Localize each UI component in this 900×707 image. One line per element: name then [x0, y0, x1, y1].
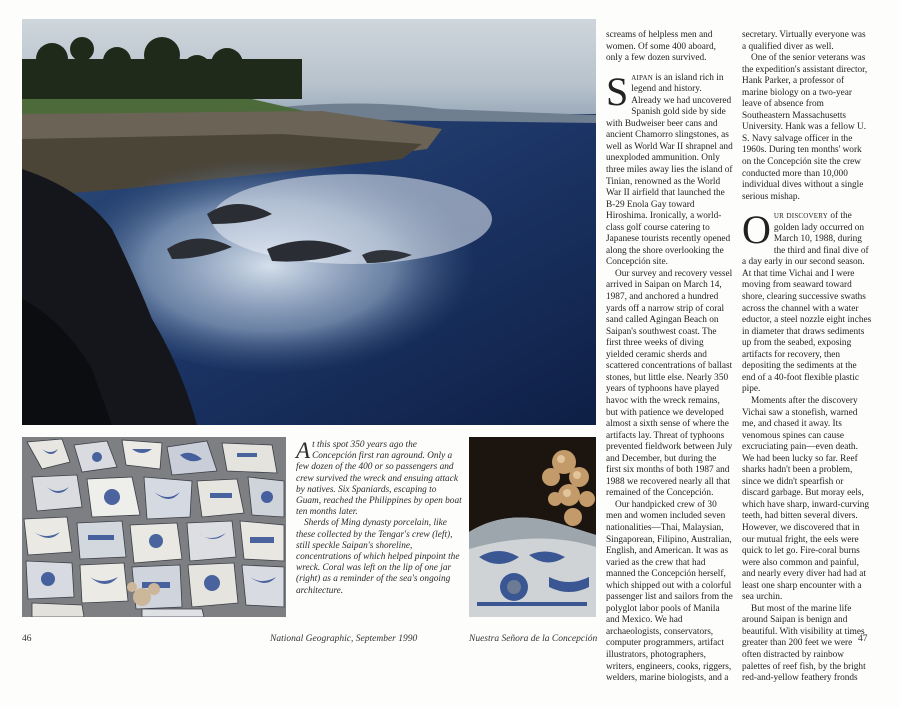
photo-caption [296, 440, 462, 597]
caption-paragraph-1 [296, 440, 462, 518]
column-2-paragraph-2: Our survey and recovery vessel arrived in Saipan on March 14, 1987, and anchored a hundred yards off a narrow strip of coral sand called Agingan Beach on Saipan's southwest coast. The first three weeks of diving yielded ceramic sherds and scattered concentrations of ballast stones, but little else. Nearly 350 years of typhoons have played havoc with the wreck remains, but with patience we developed almost a sixth sense of where the artifacts lay. Threat of typhoons prevented fieldwork between July and December, but during the first six months of both 1987 and 1988 we recovered nearly all that remained of the Concepción. [606, 268, 733, 499]
drop-cap-s: S [606, 68, 629, 114]
caption-text-1: t this spot 350 years ago the Concepción first ran aground. Only a few dozen of the 400 or so passengers and crew survived the wreck and ensuing attack by natives. Six Spaniards, escaping to Guam, reached the Philippines by open boat ten months later. [296, 440, 462, 518]
column-2-paragraph-0: screams of helpless men and women. Of some 400 aboard, only a few dozen survived. [606, 30, 716, 64]
magazine-credit: National Geographic, September 1990 [270, 634, 418, 644]
porcelain-sherds-photo [22, 437, 286, 617]
drop-cap-o: O [742, 207, 771, 253]
column-3-paragraph-1: One of the senior veterans was the expedition's assistant director, Hank Parker, a professor of marine biology on a two-year leave of absence from Southeastern Massachusetts University. Hank was a fellow U. S. Navy salvage officer in the 1960s. During ten months' work on the Concepción site the crew conducted more than 10,000 individual dives without a single serious mishap. [742, 53, 868, 202]
column-2-paragraph-1-text: is an island rich in legend and history. Already we had uncovered Spanish gold side by side with Budweiser beer cans and ancient Chamorro slingstones, as well as World War II shrapnel and unexploded ammunition. Only three miles away lies the island of Tinian, renowned as the World War II airfield that launched the B-29 Enola Gay toward Hiroshima. Ironically, a world-class golf course catering to Japanese tourists recently opened along the shore overlooking the Concepción site. [606, 72, 733, 268]
column-3-paragraph-0: secretary. Virtually everyone was a qualified diver as well. [742, 30, 866, 52]
article-title-footer: Nuestra Señora de la Concepción [469, 634, 598, 644]
column-2-paragraph-3: Our handpicked crew of 30 men and women included seven nationalities—Thai, Malaysian, Singaporean, Filipino, Australian, English, and American. It was as varied as the crew that had manned the Concepción herself, which shipped out with a colorful passenger list and sailors from the polyglot labor pools of Manila and Mexico. We had archaeologists, conservators, computer programmers, artifact illustrators, photographers, writers, engineers, cooks, riggers, welders, marine biologists, and a [606, 499, 733, 684]
caption-paragraph-2: Sherds of Ming dynasty porcelain, like these collected by the Tengar's crew (left), still speckle Saipan's shoreline, concentrations of which helped pinpoint the wreck. Coral was left on the lip of one jar (right) as a reminder of the sea's ongoing architecture. [296, 518, 460, 596]
article-column-3 [742, 30, 872, 685]
column-3-paragraph-4: But most of the marine life around Saipan is benign and beautiful. With visibility at times greater than 200 feet we were often distracted by rainbow palettes of reef fish, by the bright red-and-yellow feathery fronds [742, 603, 866, 684]
column-3-paragraph-2 [742, 207, 872, 396]
column-3-paragraph-2-text: of the golden lady occurred on March 10, 1988, during the third and final dive of a day early in our second season. At that time Vichai and I were moving from seaward toward shore, clearing successive swaths across the channel with a water eductor, a steel nozzle eight inches in diameter that draws sediments up from the seabed, exposing artifacts for recovery, then depositing the sediments at the end of a 40-foot flexible plastic pipe. [742, 211, 872, 395]
caption-initial: A [296, 438, 311, 463]
page-number-left: 46 [22, 634, 32, 644]
lead-in-small-caps: aipan [631, 72, 653, 83]
column-3-paragraph-3: Moments after the discovery Vichai saw a stonefish, warned me, and chased it away. Its venomous spines can cause excruciating pain—even death. We had been lucky so far. Reef sharks hadn't been a problem, since we didn't spearfish or discard garbage. But moray eels, which have sharp, inward-curving teeth, had bitten several divers. However, we discovered that in our mutual fright, the eels were quick to let go. Fire-coral burns were also common and painful, and nearly every diver had had at least one sharp encounter with a sea urchin. [742, 395, 870, 603]
column-2-paragraph-1 [606, 68, 733, 269]
lead-in-small-caps: ur discovery [773, 211, 829, 222]
coastline-photo [22, 19, 596, 425]
jar-with-coral-photo [469, 437, 596, 617]
page-number-right: 47 [858, 634, 868, 644]
article-column-2 [606, 30, 733, 685]
